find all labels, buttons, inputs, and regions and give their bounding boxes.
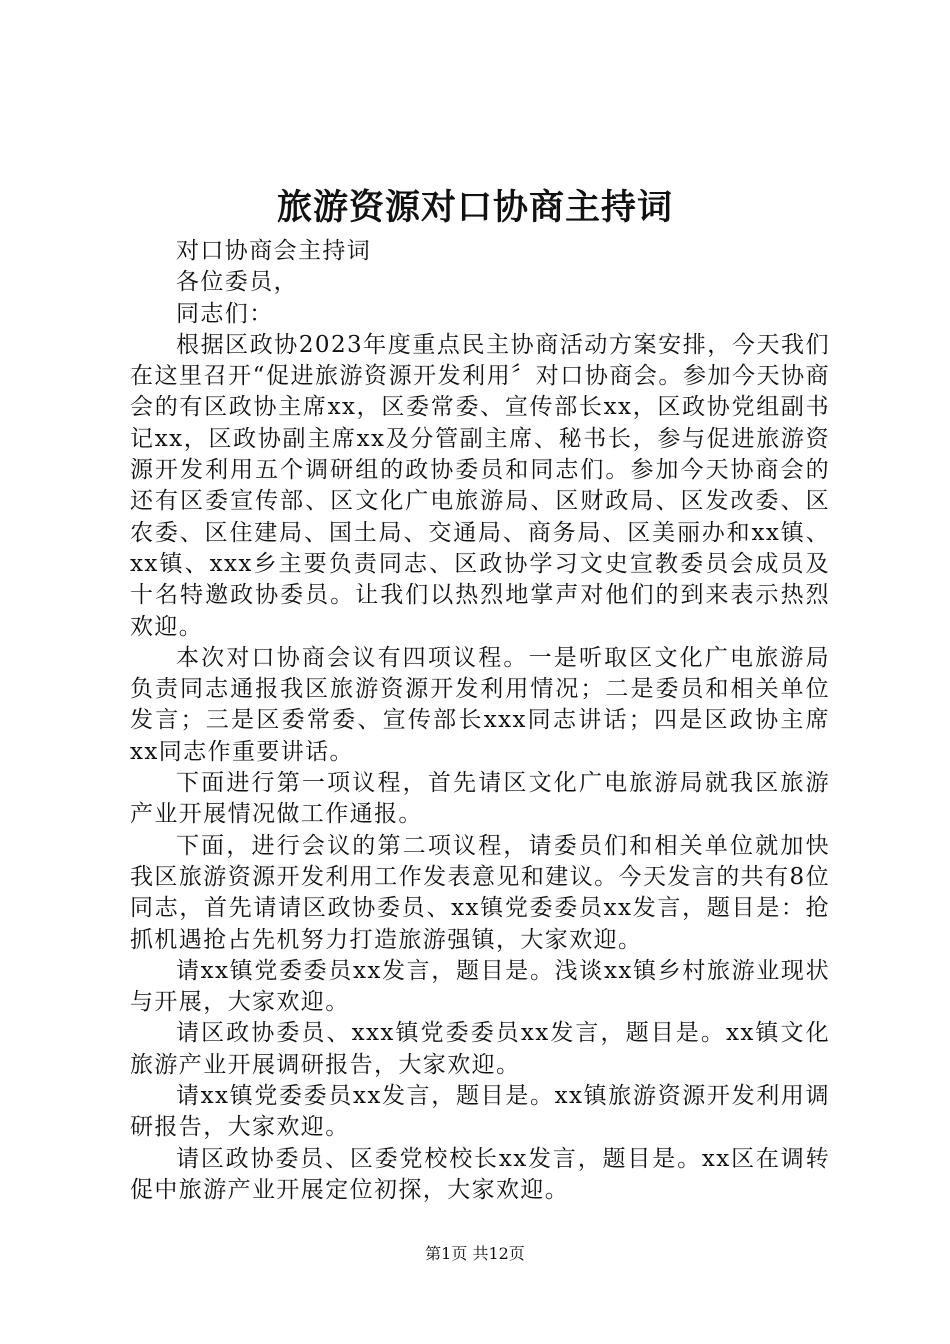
- paragraph-agenda: 本次对口协商会议有四项议程。一是听取区文化广电旅游局负责同志通报我区旅游资源开发利用情况；二是委员和相关单位发言；三是区委常委、宣传部长xxx同志讲话；四是区政协主席xx同志作重要讲话。: [130, 644, 830, 765]
- paragraph-heading: 对口协商会主持词: [176, 238, 372, 264]
- paragraph-introduction: 根据区政协2023年度重点民主协商活动方案安排，今天我们在这里召开“促进旅游资源开发利用〞对口协商会。参加今天协商会的有区政协主席xx，区委常委、宣传部长xx，区政协党组副书记xx，区政协副主席xx及分管副主席、秘书长，参与促进旅游资源开发利用五个调研组的政协委员和同志们。参加今天协商会的还有区委宣传部、区文化广电旅游局、区财政局、区发改委、区农委、区住建局、国土局、交通局、商务局、区美丽办和xx镇、xx镇、xxx乡主要负责同志、区政协学习文史宣教委员会成员及十名特邀政协委员。让我们以热烈地掌声对他们的到来表示热烈欢迎。: [130, 331, 830, 640]
- paragraph-second-item: 下面，进行会议的第二项议程，请委员们和相关单位就加快我区旅游资源开发利用工作发表意见和建议。今天发言的共有8位同志，首先请请区政协委员、xx镇党委委员xx发言，题目是：抢抓机遇抢占先机努力打造旅游强镇，大家欢迎。: [130, 832, 830, 953]
- paragraph-speaker-2: 请xx镇党委委员xx发言，题目是。浅谈xx镇乡村旅游业现状与开展，大家欢迎。: [130, 957, 830, 1016]
- paragraph-salutation-members: 各位委员，: [176, 269, 298, 296]
- paragraph-speaker-5: 请区政协委员、区委党校校长xx发言，题目是。xx区在调转促中旅游产业开展定位初探，大家欢迎。: [130, 1145, 830, 1203]
- document-title: 旅游资源对口协商主持词: [276, 187, 673, 228]
- paragraph-speaker-3: 请区政协委员、xxx镇党委委员xx发言，题目是。xx镇文化旅游产业开展调研报告，大家欢迎。: [130, 1020, 830, 1078]
- paragraph-salutation-comrades: 同志们：: [176, 300, 274, 327]
- page-footer: 第1页 共12页: [425, 1244, 525, 1263]
- paragraph-speaker-4: 请xx镇党委委员xx发言，题目是。xx镇旅游资源开发利用调研报告，大家欢迎。: [130, 1083, 830, 1141]
- paragraph-first-item: 下面进行第一项议程，首先请区文化广电旅游局就我区旅游产业开展情况做工作通报。: [130, 770, 830, 828]
- document-body: [130, 236, 830, 1206]
